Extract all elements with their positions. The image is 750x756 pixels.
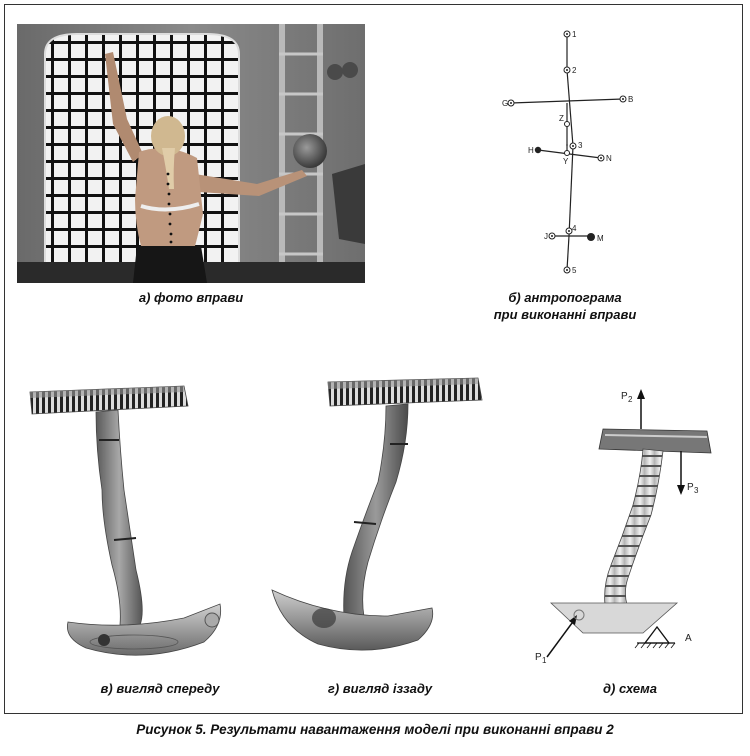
svg-text:3: 3 xyxy=(578,141,583,150)
svg-text:N: N xyxy=(606,154,612,163)
exercise-photo xyxy=(17,24,365,283)
point-m xyxy=(587,233,595,241)
svg-text:2: 2 xyxy=(628,395,633,404)
svg-text:3: 3 xyxy=(694,486,699,495)
caption-b xyxy=(440,289,690,323)
svg-text:A: A xyxy=(685,633,692,644)
load-scheme-diagram xyxy=(525,385,725,670)
svg-text:H: H xyxy=(528,146,534,155)
caption-a: а) фото вправи xyxy=(138,290,244,305)
figure-caption: Рисунок 5. Результати навантаження моделі при виконанні вправи 2 xyxy=(136,722,614,737)
svg-text:Y: Y xyxy=(563,157,569,166)
svg-text:2: 2 xyxy=(572,66,577,75)
front-view-model xyxy=(24,380,264,660)
point-h xyxy=(535,147,541,153)
svg-text:1: 1 xyxy=(572,30,577,39)
back-view-model xyxy=(268,372,488,662)
svg-text:5: 5 xyxy=(572,266,577,275)
anthropogram-diagram xyxy=(495,24,645,284)
caption-d: г) вигляд іззаду xyxy=(327,681,433,696)
caption-b-line2: при виконанні вправи xyxy=(493,307,637,322)
svg-text:M: M xyxy=(597,234,604,243)
svg-text:P: P xyxy=(687,482,694,493)
svg-text:Z: Z xyxy=(559,114,564,123)
svg-text:P: P xyxy=(535,652,542,663)
point-y xyxy=(565,151,570,156)
svg-text:4: 4 xyxy=(572,224,577,233)
svg-text:J: J xyxy=(544,232,548,241)
svg-text:P: P xyxy=(621,391,628,402)
caption-b-line1: б) антропограма xyxy=(508,290,622,305)
caption-e: д) схема xyxy=(602,681,658,696)
svg-text:B: B xyxy=(628,95,634,104)
caption-c: в) вигляд спереду xyxy=(100,681,220,696)
point-z xyxy=(565,122,570,127)
svg-text:G: G xyxy=(502,99,509,108)
svg-text:1: 1 xyxy=(542,656,547,665)
